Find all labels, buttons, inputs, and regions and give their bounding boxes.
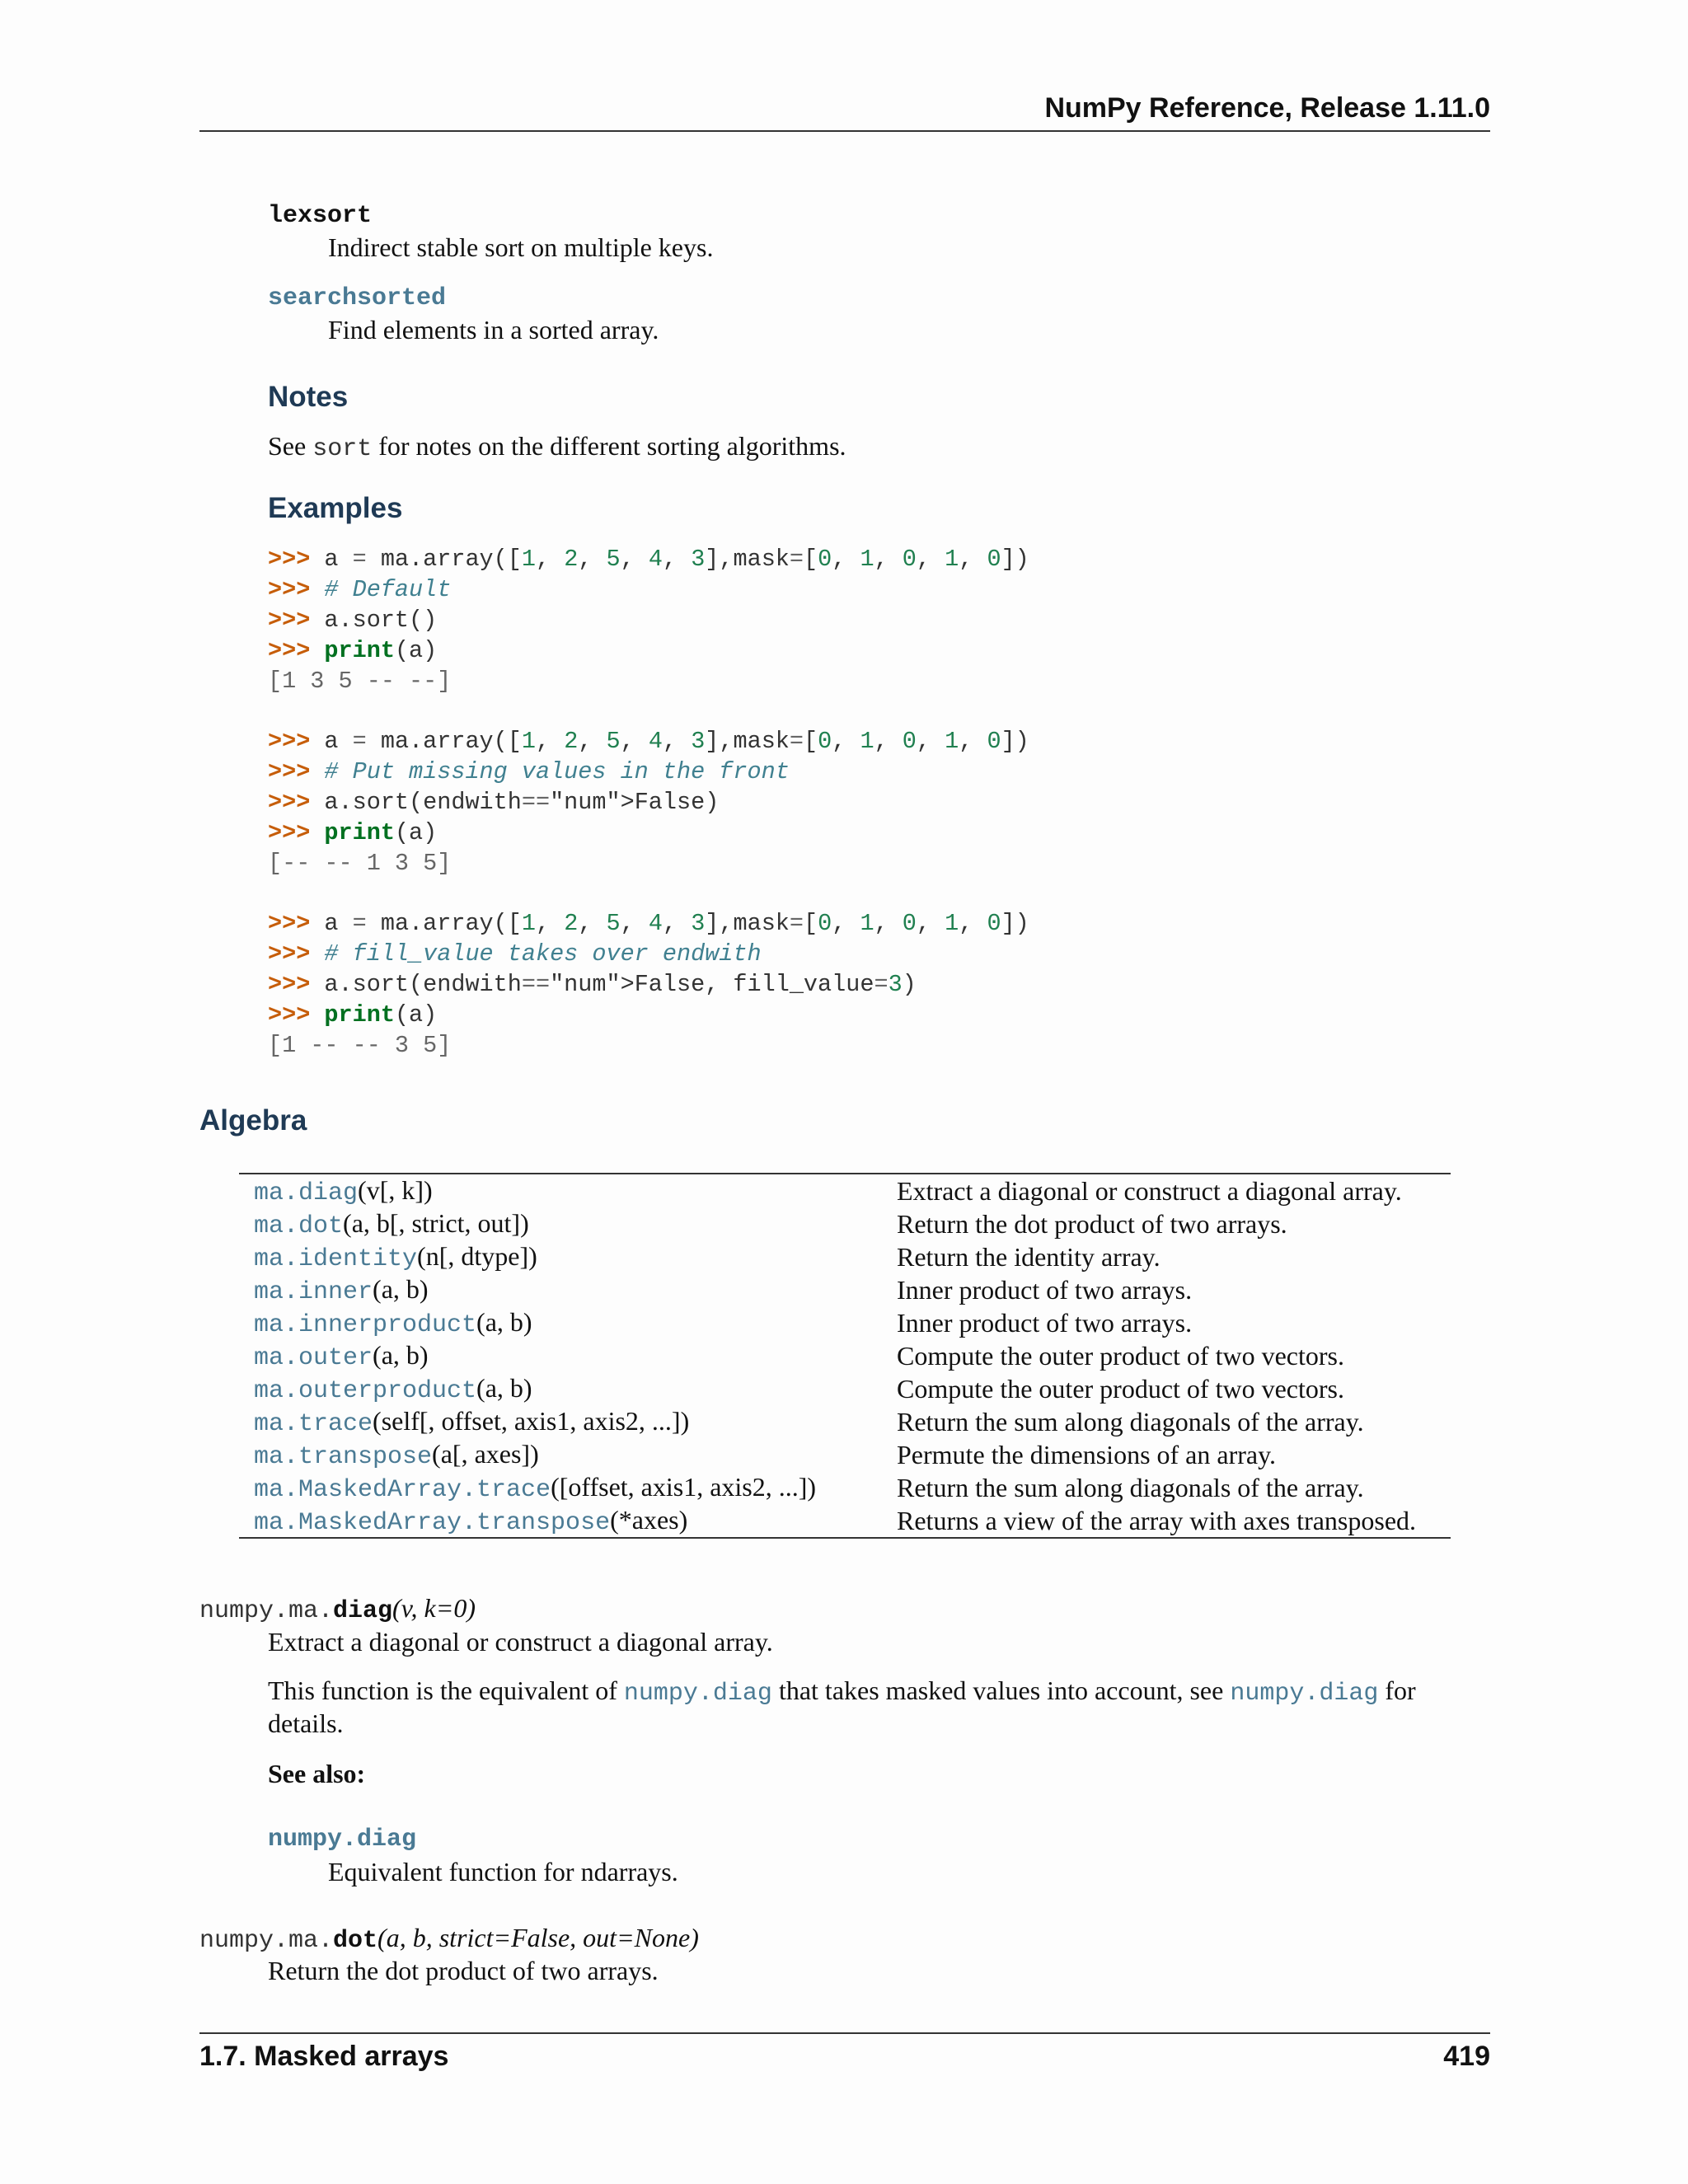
code-sort: >>> a.sort(endwith=="num">False) [268,789,720,816]
code-call: >>> a = ma.array([1, 2, 5, 4, 3],mask=[0, 1, 0, 1, 0]) [268,728,1029,755]
examples-heading: Examples [268,492,403,524]
algebra-description: Inner product of two arrays. [897,1274,1193,1305]
notes-text-after: for notes on the different sorting algorithms. [372,431,846,461]
code-sort: >>> a.sort() [268,607,438,634]
algebra-function [239,1307,897,1339]
algebra-function [239,1241,897,1273]
diag-see-also-label: See also: [268,1759,366,1788]
algebra-heading: Algebra [199,1104,307,1137]
algebra-function-args: (n[, dtype]) [417,1240,537,1271]
code-comment: >>> # Default [268,576,452,603]
algebra-function [239,1274,897,1306]
algebra-function-link[interactable]: ma.trace [254,1409,373,1438]
document-title: NumPy Reference, Release 1.11.0 [1044,92,1490,124]
algebra-row [239,1405,1451,1438]
algebra-function-args: (*axes) [610,1504,688,1535]
algebra-function [239,1505,897,1537]
algebra-row [239,1438,1451,1471]
numpy-diag-link[interactable]: numpy.diag [623,1680,772,1708]
code-output: [-- -- 1 3 5] [268,850,452,877]
algebra-function [239,1373,897,1405]
algebra-function-link[interactable]: ma.diag [254,1179,359,1207]
algebra-function-link[interactable]: ma.MaskedArray.transpose [254,1508,611,1537]
diag-name: diag [333,1597,393,1625]
notes-code-sort: sort [312,435,373,463]
algebra-description: Returns a view of the array with axes transposed. [897,1505,1417,1535]
algebra-description: Return the identity array. [897,1241,1160,1272]
algebra-function-args: (v[, k]) [358,1174,433,1205]
algebra-function-link[interactable]: ma.transpose [254,1442,433,1471]
dot-prefix: numpy.ma. [199,1927,334,1955]
code-output: [1 3 5 -- --] [268,668,452,695]
algebra-description: Compute the outer product of two vectors. [897,1373,1344,1404]
algebra-function [239,1175,897,1207]
algebra-description: Extract a diagonal or construct a diagonal array. [897,1175,1402,1206]
diag-text2: that takes masked values into account, see [771,1675,1231,1705]
algebra-function-link[interactable]: ma.identity [254,1244,418,1273]
page-number: 419 [1443,2041,1490,2072]
dot-params: (a, b, strict=False, out=None) [377,1923,699,1952]
algebra-table [239,1173,1451,1539]
algebra-function-link[interactable]: ma.MaskedArray.trace [254,1475,551,1504]
algebra-description: Inner product of two arrays. [897,1307,1193,1338]
algebra-function-args: (a[, axes]) [432,1438,539,1469]
algebra-function [239,1340,897,1372]
code-comment: >>> # Put missing values in the front [268,758,790,785]
numpy-diag-link-2[interactable]: numpy.diag [1230,1680,1379,1708]
code-print: >>> print(a) [268,819,438,846]
algebra-function [239,1208,897,1240]
notes-heading: Notes [268,381,349,413]
code-output: [1 -- -- 3 5] [268,1032,452,1059]
algebra-function [239,1406,897,1438]
algebra-function-link[interactable]: ma.inner [254,1277,373,1306]
diag-prefix: numpy.ma. [199,1597,334,1625]
notes-text [268,431,846,463]
see-also-desc-lexsort: Indirect stable sort on multiple keys. [328,232,714,262]
running-header [199,92,1490,132]
algebra-function [239,1439,897,1471]
algebra-row [239,1306,1451,1339]
footer-section: 1.7. Masked arrays [199,2041,449,2072]
running-footer [199,2032,1490,2072]
algebra-row [239,1240,1451,1273]
algebra-function [239,1472,897,1504]
see-also-term-lexsort: lexsort [268,202,373,230]
see-also-link-numpy-diag[interactable]: numpy.diag [268,1825,417,1854]
algebra-function-args: (a, b[, strict, out]) [343,1207,529,1238]
algebra-function-args: (a, b) [476,1306,532,1337]
diag-params: (v, k=0) [392,1593,476,1623]
algebra-description: Compute the outer product of two vectors. [897,1340,1344,1371]
algebra-description: Return the sum along diagonals of the array. [897,1406,1364,1436]
see-also-link-searchsorted[interactable]: searchsorted [268,284,447,312]
code-call: >>> a = ma.array([1, 2, 5, 4, 3],mask=[0, 1, 0, 1, 0]) [268,546,1029,573]
dot-signature [199,1923,699,1955]
algebra-function-link[interactable]: ma.dot [254,1212,344,1240]
diag-description-cont: details. [268,1708,344,1738]
algebra-function-args: (a, b) [373,1339,429,1370]
algebra-description: Return the sum along diagonals of the array. [897,1472,1364,1502]
diag-text3: for [1378,1675,1416,1705]
code-comment: >>> # fill_value takes over endwith [268,940,762,968]
dot-name: dot [333,1927,378,1955]
code-print: >>> print(a) [268,1001,438,1029]
code-print: >>> print(a) [268,637,438,664]
algebra-function-args: (a, b) [373,1273,429,1304]
diag-summary: Extract a diagonal or construct a diagonal array. [268,1627,773,1657]
algebra-description: Permute the dimensions of an array. [897,1439,1277,1469]
algebra-row [239,1504,1451,1537]
algebra-description: Return the dot product of two arrays. [897,1208,1287,1239]
algebra-row [239,1372,1451,1405]
code-call: >>> a = ma.array([1, 2, 5, 4, 3],mask=[0, 1, 0, 1, 0]) [268,910,1029,937]
algebra-row [239,1207,1451,1240]
algebra-row [239,1339,1451,1372]
diag-description [268,1675,1416,1708]
algebra-function-args: ([offset, axis1, axis2, ...]) [551,1471,817,1502]
algebra-function-args: (self[, offset, axis1, axis2, ...]) [373,1405,690,1436]
algebra-row [239,1174,1451,1207]
see-also-desc-numpy-diag: Equivalent function for ndarrays. [328,1857,678,1886]
diag-signature [199,1593,476,1625]
diag-text1: This function is the equivalent of [268,1675,624,1705]
code-sort: >>> a.sort(endwith=="num">False, fill_value=3) [268,971,917,998]
algebra-function-link[interactable]: ma.outer [254,1343,373,1372]
see-also-desc-searchsorted: Find elements in a sorted array. [328,315,659,344]
algebra-function-link[interactable]: ma.outerproduct [254,1376,477,1405]
notes-text-before: See [268,431,313,461]
algebra-function-args: (a, b) [476,1372,532,1403]
algebra-row [239,1273,1451,1306]
algebra-row [239,1471,1451,1504]
dot-summary: Return the dot product of two arrays. [268,1956,659,1985]
algebra-function-link[interactable]: ma.innerproduct [254,1310,477,1339]
